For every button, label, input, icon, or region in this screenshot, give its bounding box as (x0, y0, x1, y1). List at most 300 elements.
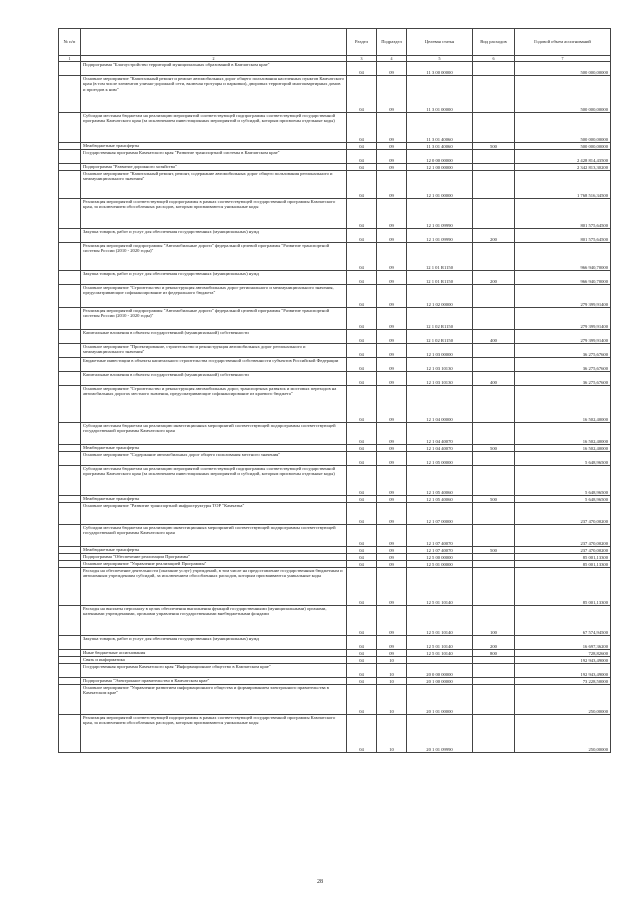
row-amount-cell: 279 399,91400 (515, 308, 611, 330)
row-celevaya-cell: 11 3 01 00000 (407, 76, 473, 113)
row-name-cell: Межбюджетные трансферты (81, 547, 347, 554)
row-razdel-cell: 04 (347, 650, 377, 657)
row-name-cell: Межбюджетные трансферты (81, 143, 347, 150)
row-razdel-cell: 04 (347, 554, 377, 561)
table-row (59, 466, 611, 496)
row-razdel-cell: 04 (347, 678, 377, 685)
row-celevaya-cell: 12 1 02 R1150 (407, 308, 473, 330)
row-num-cell (59, 330, 81, 344)
header-amount: Годовой объем ассигнований (515, 29, 611, 56)
table-row (59, 554, 611, 561)
table-row (59, 143, 611, 150)
row-num-cell (59, 561, 81, 568)
row-razdel-cell: 04 (347, 685, 377, 715)
row-name-cell: Реализация мероприятий подпрограммы "Автомобильные дороги" федеральной целевой программы "Развитие транспортной системы России (2010 - 2020 годы)" (81, 308, 347, 330)
row-razdel-cell: 04 (347, 271, 377, 285)
row-num-cell (59, 308, 81, 330)
row-celevaya-cell: 11 3 01 40060 (407, 113, 473, 143)
table-row (59, 271, 611, 285)
table-row (59, 164, 611, 171)
row-podrazdel-cell: 09 (377, 496, 407, 503)
row-num-cell (59, 452, 81, 466)
row-razdel-cell: 04 (347, 285, 377, 308)
row-celevaya-cell: 12 5 01 00000 (407, 561, 473, 568)
table-row (59, 344, 611, 358)
row-amount-cell: 16 697,36200 (515, 636, 611, 650)
table-row (59, 372, 611, 386)
table-row (59, 715, 611, 753)
row-vid-cell (473, 525, 515, 547)
row-num-cell (59, 678, 81, 685)
table-row (59, 330, 611, 344)
table-row (59, 636, 611, 650)
table-row (59, 445, 611, 452)
row-num-cell (59, 164, 81, 171)
row-podrazdel-cell: 09 (377, 525, 407, 547)
row-num-cell (59, 657, 81, 664)
row-vid-cell (473, 344, 515, 358)
row-name-cell: Субсидии местным бюджетам на реализацию инвестиционных мероприятий соответствующей подпрограммы соответствующей государственной программы Камчатского края (81, 525, 347, 547)
row-razdel-cell: 04 (347, 229, 377, 243)
row-name-cell: Закупка товаров, работ и услуг для обеспечения государственных (муниципальных) нужд (81, 271, 347, 285)
row-name-cell: Основное мероприятие "Содержание автомобильных дорог общего пользования местного значения" (81, 452, 347, 466)
table-row (59, 547, 611, 554)
row-celevaya-cell: 12 1 03 10130 (407, 372, 473, 386)
row-vid-cell: 200 (473, 636, 515, 650)
row-num-cell (59, 285, 81, 308)
row-amount-cell: 36 275,67600 (515, 372, 611, 386)
row-name-cell: Расходы на обеспечение деятельности (оказание услуг) учреждений, в том числе на предоставление государственным бюджетным и автономным учреждениям субсидий, за исключением обособленных расходов, которым присваиваются уникальные коды (81, 568, 347, 606)
table-row (59, 150, 611, 164)
row-amount-cell: 16 502,40000 (515, 423, 611, 445)
row-name-cell: Субсидии местным бюджетам на реализацию инвестиционных мероприятий соответствующей подпрограммы соответствующей государственной программы Камчатского края (81, 423, 347, 445)
page-number: 28 (317, 879, 323, 885)
row-razdel-cell: 04 (347, 76, 377, 113)
table-row (59, 503, 611, 525)
row-razdel-cell: 04 (347, 372, 377, 386)
table-row (59, 664, 611, 678)
row-celevaya-cell: 12 1 05 40060 (407, 466, 473, 496)
row-podrazdel-cell: 09 (377, 561, 407, 568)
row-celevaya-cell: 12 1 01 09990 (407, 229, 473, 243)
row-podrazdel-cell: 09 (377, 445, 407, 452)
row-podrazdel-cell: 09 (377, 171, 407, 199)
row-razdel-cell: 04 (347, 525, 377, 547)
row-podrazdel-cell: 09 (377, 466, 407, 496)
header-row (59, 29, 611, 56)
row-vid-cell (473, 76, 515, 113)
row-vid-cell (473, 685, 515, 715)
row-celevaya-cell: 12 1 03 00000 (407, 344, 473, 358)
row-celevaya-cell: 12 1 00 00000 (407, 164, 473, 171)
row-celevaya-cell: 12 1 05 00000 (407, 452, 473, 466)
row-razdel-cell: 04 (347, 330, 377, 344)
row-razdel-cell: 04 (347, 62, 377, 76)
row-name-cell: Капитальные вложения в объекты государственной (муниципальной) собственности (81, 330, 347, 344)
row-num-cell (59, 358, 81, 372)
row-name-cell: Расходы на выплаты персоналу в целях обеспечения выполнения функций государственными (муниципальными) органами, казенными учреждениями, органами управления государственными внебюджетными фондами (81, 606, 347, 636)
row-celevaya-cell: 20 1 01 09990 (407, 715, 473, 753)
row-num-cell (59, 271, 81, 285)
row-celevaya-cell: 20 0 00 00000 (407, 664, 473, 678)
row-podrazdel-cell: 09 (377, 150, 407, 164)
header-vid: Вид расходов (473, 29, 515, 56)
table-row (59, 199, 611, 229)
row-podrazdel-cell: 09 (377, 650, 407, 657)
row-celevaya-cell: 12 1 04 40070 (407, 445, 473, 452)
header-podrazdel: Подраздел (377, 29, 407, 56)
row-podrazdel-cell: 09 (377, 143, 407, 150)
row-podrazdel-cell: 10 (377, 715, 407, 753)
row-podrazdel-cell: 09 (377, 547, 407, 554)
row-razdel-cell: 04 (347, 496, 377, 503)
row-name-cell: Связь и информатика (81, 657, 347, 664)
row-vid-cell (473, 664, 515, 678)
row-amount-cell: 237 470,00200 (515, 547, 611, 554)
row-amount-cell: 500 000,00000 (515, 113, 611, 143)
row-num-cell (59, 423, 81, 445)
row-vid-cell: 200 (473, 271, 515, 285)
row-num-cell (59, 445, 81, 452)
table-row (59, 525, 611, 547)
row-name-cell: Основное мероприятие "Развитие транспортной инфраструктуры ТОР "Камчатка" (81, 503, 347, 525)
row-celevaya-cell: 12 1 04 00000 (407, 386, 473, 423)
row-podrazdel-cell: 09 (377, 229, 407, 243)
row-podrazdel-cell: 10 (377, 657, 407, 664)
row-num-cell (59, 143, 81, 150)
row-podrazdel-cell: 09 (377, 568, 407, 606)
row-podrazdel-cell: 09 (377, 344, 407, 358)
row-amount-cell: 500 000,00000 (515, 76, 611, 113)
row-amount-cell: 237 470,00200 (515, 525, 611, 547)
row-celevaya-cell: 12 1 01 R1150 (407, 271, 473, 285)
table-row (59, 568, 611, 606)
table-row (59, 243, 611, 271)
row-celevaya-cell (407, 657, 473, 664)
row-amount-cell: 2 428 814,43500 (515, 150, 611, 164)
row-razdel-cell: 04 (347, 445, 377, 452)
row-num-cell (59, 503, 81, 525)
table-body (59, 62, 611, 753)
row-num-cell (59, 525, 81, 547)
row-num-cell (59, 547, 81, 554)
row-celevaya-cell: 12 5 00 00000 (407, 554, 473, 561)
row-razdel-cell: 04 (347, 143, 377, 150)
table-row (59, 308, 611, 330)
index-cell: 4 (377, 56, 407, 62)
table-row (59, 650, 611, 657)
header-celevaya: Целевая статья (407, 29, 473, 56)
index-cell: 2 (81, 56, 347, 62)
row-vid-cell (473, 568, 515, 606)
row-name-cell: Субсидии местным бюджетам на реализацию мероприятий соответствующей подпрограммы соответствующей государственной программы Камчатского края (за исключением инвестиционных мероприятий и субсидий, которым присвоены отдельные коды) (81, 113, 347, 143)
row-razdel-cell: 04 (347, 199, 377, 229)
row-vid-cell (473, 113, 515, 143)
row-razdel-cell: 04 (347, 308, 377, 330)
row-amount-cell: 16 502,40000 (515, 445, 611, 452)
row-podrazdel-cell: 09 (377, 113, 407, 143)
row-num-cell (59, 554, 81, 561)
row-celevaya-cell: 12 1 05 40060 (407, 496, 473, 503)
row-amount-cell: 966 940,70000 (515, 271, 611, 285)
row-amount-cell: 85 001,13300 (515, 554, 611, 561)
row-name-cell: Закупка товаров, работ и услуг для обеспечения государственных (муниципальных) нужд (81, 636, 347, 650)
row-celevaya-cell: 12 1 03 10130 (407, 358, 473, 372)
row-vid-cell (473, 678, 515, 685)
row-amount-cell: 85 001,13300 (515, 568, 611, 606)
row-razdel-cell: 04 (347, 568, 377, 606)
row-podrazdel-cell: 09 (377, 606, 407, 636)
row-vid-cell (473, 452, 515, 466)
header-razdel: Раздел (347, 29, 377, 56)
table-row (59, 452, 611, 466)
row-vid-cell: 400 (473, 372, 515, 386)
row-celevaya-cell: 12 1 01 R1150 (407, 243, 473, 271)
row-num-cell (59, 568, 81, 606)
row-vid-cell (473, 150, 515, 164)
row-podrazdel-cell: 09 (377, 164, 407, 171)
row-razdel-cell: 04 (347, 164, 377, 171)
table-row (59, 496, 611, 503)
row-amount-cell: 67 574,94500 (515, 606, 611, 636)
row-name-cell: Основное мероприятие "Строительство и реконструкция автомобильных дорог, транспортных развязок и мостовых переходов на автомобильных дорогах местного значения, предусматривающие софинансирование из краевого бюджета" (81, 386, 347, 423)
row-celevaya-cell: 12 0 00 00000 (407, 150, 473, 164)
budget-table-sheet (58, 28, 610, 753)
row-amount-cell: 16 502,40000 (515, 386, 611, 423)
row-podrazdel-cell: 09 (377, 199, 407, 229)
row-vid-cell (473, 171, 515, 199)
row-razdel-cell: 04 (347, 243, 377, 271)
row-razdel-cell: 04 (347, 503, 377, 525)
row-celevaya-cell: 12 5 01 10140 (407, 650, 473, 657)
row-razdel-cell: 04 (347, 664, 377, 678)
row-num-cell (59, 199, 81, 229)
row-celevaya-cell: 12 5 01 10140 (407, 636, 473, 650)
row-name-cell: Реализация мероприятий соответствующей подпрограммы в рамках соответствующей государственной программы Камчатского края, за исключением обособленных расходов, которым присваиваются уникальные коды (81, 715, 347, 753)
table-row (59, 171, 611, 199)
row-podrazdel-cell: 09 (377, 308, 407, 330)
header-name (81, 29, 347, 56)
row-podrazdel-cell: 09 (377, 372, 407, 386)
row-vid-cell: 500 (473, 143, 515, 150)
row-name-cell: Закупка товаров, работ и услуг для обеспечения государственных (муниципальных) нужд (81, 229, 347, 243)
row-name-cell: Основное мероприятие "Строительство и реконструкция автомобильных дорог регионального и межмуниципального значения, предусматривающие софинансирование из федерального бюджета" (81, 285, 347, 308)
row-vid-cell (473, 285, 515, 308)
row-name-cell: Государственная программа Камчатского края "Развитие транспортной системы в Камчатском крае" (81, 150, 347, 164)
row-podrazdel-cell: 09 (377, 503, 407, 525)
row-podrazdel-cell: 10 (377, 664, 407, 678)
row-razdel-cell: 04 (347, 423, 377, 445)
table-row (59, 285, 611, 308)
row-num-cell (59, 62, 81, 76)
row-amount-cell: 728,82600 (515, 650, 611, 657)
row-name-cell: Субсидии местным бюджетам на реализацию мероприятий соответствующей подпрограммы соответствующей государственной программы Камчатского края (за исключением инвестиционных мероприятий и субсидий, которым присвоены отдельные коды) (81, 466, 347, 496)
row-name-cell: Бюджетные инвестиции в объекты капитального строительства государственной собственности субъектов Российской Федерации (81, 358, 347, 372)
row-celevaya-cell: 12 1 07 40070 (407, 547, 473, 554)
row-vid-cell (473, 308, 515, 330)
row-razdel-cell: 04 (347, 715, 377, 753)
row-amount-cell: 5 648,96500 (515, 466, 611, 496)
row-name-cell: Межбюджетные трансферты (81, 496, 347, 503)
row-amount-cell: 500 000,00000 (515, 143, 611, 150)
row-num-cell (59, 466, 81, 496)
row-vid-cell (473, 503, 515, 525)
row-amount-cell: 1 768 516,34500 (515, 171, 611, 199)
row-celevaya-cell: 20 1 01 00000 (407, 685, 473, 715)
header-num: № п/п (59, 29, 81, 56)
row-amount-cell: 237 470,00200 (515, 503, 611, 525)
index-cell: 5 (407, 56, 473, 62)
row-num-cell (59, 372, 81, 386)
row-amount-cell: 5 648,96500 (515, 496, 611, 503)
row-amount-cell: 279 399,91400 (515, 330, 611, 344)
table-row (59, 76, 611, 113)
row-name-cell: Подпрограмма "Развитие дорожного хозяйства" (81, 164, 347, 171)
row-name-cell: Основное мероприятие "Управление реализацией Программы" (81, 561, 347, 568)
row-podrazdel-cell: 09 (377, 452, 407, 466)
row-num-cell (59, 76, 81, 113)
table-row (59, 606, 611, 636)
row-razdel-cell: 04 (347, 636, 377, 650)
index-cell: 3 (347, 56, 377, 62)
row-razdel-cell: 04 (347, 113, 377, 143)
row-celevaya-cell: 12 1 02 R1150 (407, 330, 473, 344)
row-vid-cell: 500 (473, 496, 515, 503)
row-razdel-cell: 04 (347, 561, 377, 568)
row-vid-cell (473, 657, 515, 664)
row-num-cell (59, 715, 81, 753)
row-celevaya-cell: 12 1 04 40070 (407, 423, 473, 445)
row-celevaya-cell: 12 1 01 09990 (407, 199, 473, 229)
table-row (59, 657, 611, 664)
row-amount-cell: 801 575,64500 (515, 229, 611, 243)
row-vid-cell (473, 386, 515, 423)
row-num-cell (59, 229, 81, 243)
row-vid-cell: 500 (473, 445, 515, 452)
row-podrazdel-cell: 09 (377, 358, 407, 372)
row-podrazdel-cell: 09 (377, 636, 407, 650)
row-amount-cell: 250,00000 (515, 715, 611, 753)
row-vid-cell: 800 (473, 650, 515, 657)
row-amount-cell: 966 940,70000 (515, 243, 611, 271)
row-podrazdel-cell: 09 (377, 76, 407, 113)
row-celevaya-cell: 12 1 07 40070 (407, 525, 473, 547)
row-name-cell: Подпрограмма "Электронное правительство в Камчатском крае" (81, 678, 347, 685)
row-vid-cell: 400 (473, 330, 515, 344)
row-razdel-cell: 04 (347, 452, 377, 466)
row-amount-cell: 279 399,91400 (515, 285, 611, 308)
row-amount-cell: 250,00000 (515, 685, 611, 715)
row-podrazdel-cell: 10 (377, 678, 407, 685)
row-name-cell: Капитальные вложения в объекты государственной (муниципальной) собственности (81, 372, 347, 386)
row-vid-cell (473, 199, 515, 229)
row-celevaya-cell: 11 3 00 00000 (407, 62, 473, 76)
row-name-cell: Реализация мероприятий подпрограммы "Автомобильные дороги" федеральной целевой программы "Развитие транспортной системы России (2010 - 2020 годы)" (81, 243, 347, 271)
row-vid-cell: 500 (473, 547, 515, 554)
budget-table (58, 28, 611, 753)
row-podrazdel-cell: 09 (377, 554, 407, 561)
row-amount-cell: 500 000,00000 (515, 62, 611, 76)
row-name-cell: Межбюджетные трансферты (81, 445, 347, 452)
row-podrazdel-cell: 09 (377, 330, 407, 344)
row-razdel-cell: 04 (347, 344, 377, 358)
row-amount-cell: 85 001,13300 (515, 561, 611, 568)
row-amount-cell: 192 943,49000 (515, 657, 611, 664)
row-amount-cell: 801 575,64500 (515, 199, 611, 229)
row-name-cell: Основное мероприятие "Управление развитием информационного общества и формированием электронного правительства в Камчатском крае" (81, 685, 347, 715)
row-num-cell (59, 685, 81, 715)
row-celevaya-cell: 11 3 01 40060 (407, 143, 473, 150)
row-amount-cell: 36 275,67600 (515, 344, 611, 358)
row-name-cell: Реализация мероприятий соответствующей подпрограммы в рамках соответствующей государственной программы Камчатского края, за исключением обособленных расходов, которым присваиваются уникальные коды (81, 199, 347, 229)
row-name-cell: Основное мероприятие "Капитальный ремонт, ремонт, содержание автомобильных дорог общего пользования регионального и межмуниципального значения" (81, 171, 347, 199)
row-podrazdel-cell: 09 (377, 423, 407, 445)
row-vid-cell: 200 (473, 229, 515, 243)
row-podrazdel-cell: 09 (377, 62, 407, 76)
row-celevaya-cell: 12 1 01 00000 (407, 171, 473, 199)
index-cell: 6 (473, 56, 515, 62)
table-row (59, 685, 611, 715)
row-num-cell (59, 113, 81, 143)
row-name-cell: Подпрограмма "Благоустройство территорий муниципальных образований в Камчатском крае" (81, 62, 347, 76)
row-podrazdel-cell: 09 (377, 285, 407, 308)
row-num-cell (59, 664, 81, 678)
table-row (59, 113, 611, 143)
index-cell: 1 (59, 56, 81, 62)
row-vid-cell (473, 561, 515, 568)
row-podrazdel-cell: 09 (377, 243, 407, 271)
row-celevaya-cell: 12 5 01 10140 (407, 606, 473, 636)
row-vid-cell (473, 62, 515, 76)
row-num-cell (59, 606, 81, 636)
row-razdel-cell: 04 (347, 386, 377, 423)
row-celevaya-cell: 12 1 02 00000 (407, 285, 473, 308)
row-razdel-cell: 04 (347, 657, 377, 664)
row-vid-cell (473, 423, 515, 445)
row-name-cell: Основное мероприятие "Проектирование, строительство и реконструкция автомобильных дорог регионального и межмуниципального значения" (81, 344, 347, 358)
row-vid-cell: 100 (473, 606, 515, 636)
row-amount-cell: 192 943,49000 (515, 664, 611, 678)
row-num-cell (59, 636, 81, 650)
row-celevaya-cell: 12 1 07 00000 (407, 503, 473, 525)
row-name-cell: Подпрограмма "Обеспечение реализации Программы" (81, 554, 347, 561)
table-row (59, 386, 611, 423)
row-vid-cell (473, 164, 515, 171)
row-name-cell: Государственная программа Камчатского края "Информационное общество в Камчатском крае" (81, 664, 347, 678)
row-amount-cell: 36 275,67600 (515, 358, 611, 372)
row-num-cell (59, 386, 81, 423)
row-celevaya-cell: 20 1 00 00000 (407, 678, 473, 685)
table-row (59, 229, 611, 243)
row-vid-cell (473, 715, 515, 753)
row-podrazdel-cell: 09 (377, 386, 407, 423)
table-row (59, 678, 611, 685)
row-num-cell (59, 243, 81, 271)
row-vid-cell (473, 243, 515, 271)
row-amount-cell: 5 648,96500 (515, 452, 611, 466)
table-row (59, 358, 611, 372)
row-podrazdel-cell: 10 (377, 685, 407, 715)
row-razdel-cell: 04 (347, 150, 377, 164)
row-amount-cell: 2 342 813,30200 (515, 164, 611, 171)
row-celevaya-cell: 12 5 01 10140 (407, 568, 473, 606)
table-row (59, 423, 611, 445)
row-amount-cell: 73 228,50000 (515, 678, 611, 685)
row-num-cell (59, 171, 81, 199)
row-razdel-cell: 04 (347, 606, 377, 636)
row-num-cell (59, 344, 81, 358)
row-name-cell: Иные бюджетные ассигнования (81, 650, 347, 657)
